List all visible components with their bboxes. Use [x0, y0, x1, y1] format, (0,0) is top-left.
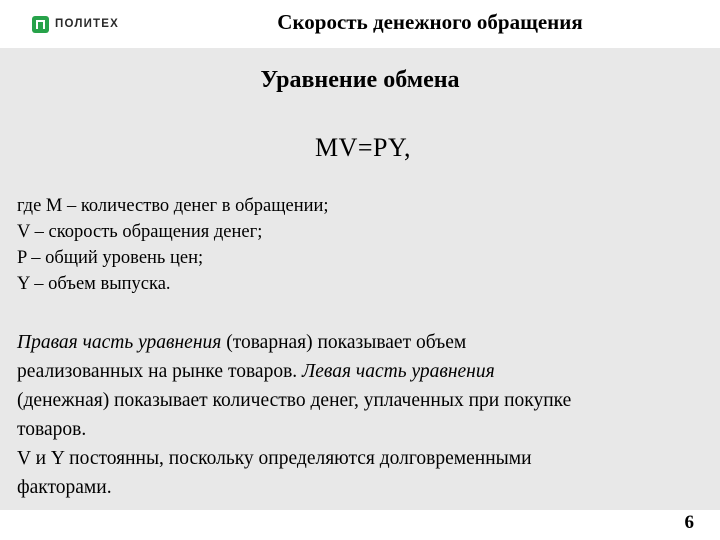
paragraph-line: факторами. — [17, 477, 112, 498]
politech-logo-icon — [32, 16, 49, 33]
paragraph-line — [17, 328, 717, 357]
slide-title: Скорость денежного обращения — [277, 10, 583, 34]
definition-item: Y – объем выпуска. — [17, 274, 171, 294]
explanation-paragraph — [17, 328, 717, 502]
logo — [32, 14, 119, 34]
slide-header — [0, 0, 720, 48]
paragraph-line: товаров. — [17, 419, 87, 440]
italic-term: Левая часть уравнения — [302, 361, 495, 382]
definition-item: V – скорость обращения денег; — [17, 222, 263, 242]
paragraph-line: (денежная) показывает количество денег, уплаченных при покупке — [17, 390, 572, 411]
definition-item: где M – количество денег в обращении; — [17, 196, 329, 216]
equation-formula: MV=PY, — [315, 133, 411, 162]
logo-text: ПОЛИТЕХ — [55, 18, 120, 30]
page-number: 6 — [684, 512, 694, 533]
paragraph-text: реализованных на рынке товаров. — [17, 361, 303, 382]
content-panel — [0, 48, 720, 510]
paragraph-text: (товарная) показывает объем — [221, 332, 467, 353]
slide-subtitle: Уравнение обмена — [260, 67, 460, 93]
definitions-list — [17, 193, 329, 297]
paragraph-line — [17, 357, 717, 386]
italic-term: Правая часть уравнения — [17, 332, 222, 353]
definition-item: P – общий уровень цен; — [17, 248, 204, 268]
paragraph-line: V и Y постоянны, поскольку определяются долговременными — [17, 448, 532, 469]
